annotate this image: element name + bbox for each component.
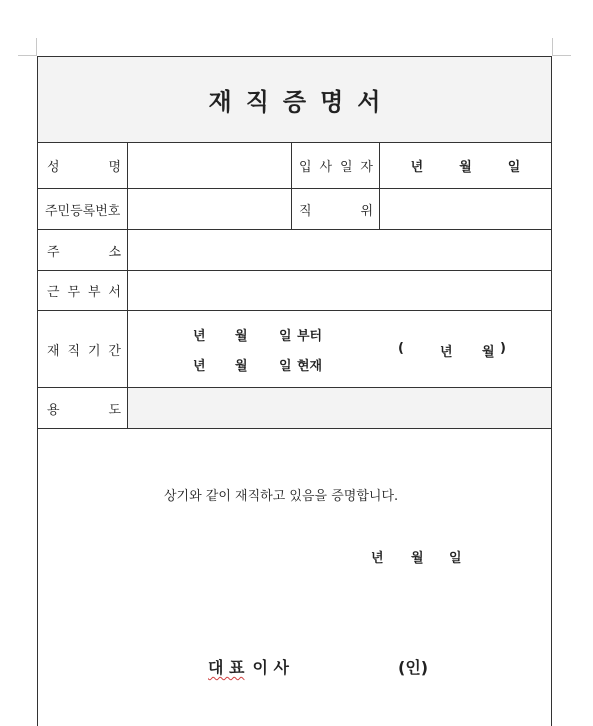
address-row bbox=[38, 230, 551, 271]
position-label: 직 위 bbox=[291, 189, 379, 229]
name-row bbox=[38, 143, 551, 189]
title-cell bbox=[38, 57, 551, 142]
department-label: 근 무 부 서 bbox=[47, 285, 121, 300]
position-field[interactable] bbox=[379, 189, 551, 229]
resident-number-field[interactable] bbox=[127, 189, 291, 229]
representative-signature bbox=[208, 655, 289, 678]
period-summary: ( 년 월 ) bbox=[398, 341, 506, 360]
period-label: 재 직 기 간 bbox=[47, 343, 121, 359]
certification-statement: 상기와 같이 재직하고 있음을 증명합니다. bbox=[164, 489, 399, 504]
join-date-field[interactable] bbox=[379, 143, 551, 188]
issue-date: 년 월 일 bbox=[371, 551, 462, 566]
title-row bbox=[38, 57, 551, 143]
address-label: 주 소 bbox=[47, 244, 121, 260]
join-month-unit: 월 bbox=[459, 160, 472, 175]
name-label: 성 명 bbox=[47, 160, 121, 175]
ceo-title-part2: 이 사 bbox=[252, 658, 289, 677]
crop-mark-top-right-v bbox=[552, 38, 553, 56]
ceo-title-part1: 대 표 bbox=[208, 658, 245, 677]
crop-mark-top-left-v bbox=[36, 38, 37, 56]
join-day-unit: 일 bbox=[507, 160, 521, 175]
employment-certificate-form bbox=[37, 56, 552, 726]
department-row bbox=[38, 271, 551, 311]
purpose-field[interactable] bbox=[127, 388, 551, 428]
join-year-unit: 년 bbox=[410, 160, 424, 175]
purpose-row bbox=[38, 388, 551, 429]
resident-number-row bbox=[38, 189, 551, 230]
period-end-line: 년 월 일 현재 bbox=[193, 359, 323, 374]
period-row bbox=[38, 311, 551, 388]
purpose-label: 용 도 bbox=[38, 388, 127, 428]
crop-mark-top-right-h bbox=[552, 55, 571, 56]
document-title: 재직증명서 bbox=[208, 88, 395, 116]
period-field[interactable] bbox=[127, 311, 551, 387]
name-field[interactable] bbox=[127, 143, 291, 188]
address-field[interactable] bbox=[127, 230, 551, 270]
crop-mark-top-left-h bbox=[18, 55, 37, 56]
seal-placeholder: (인) bbox=[398, 658, 429, 677]
period-start-line: 년 월 일 부터 bbox=[193, 329, 323, 344]
resident-number-label: 주민등록번호 bbox=[45, 203, 121, 219]
department-field[interactable] bbox=[127, 271, 551, 310]
join-date-label: 입 사 일 자 bbox=[291, 143, 379, 188]
